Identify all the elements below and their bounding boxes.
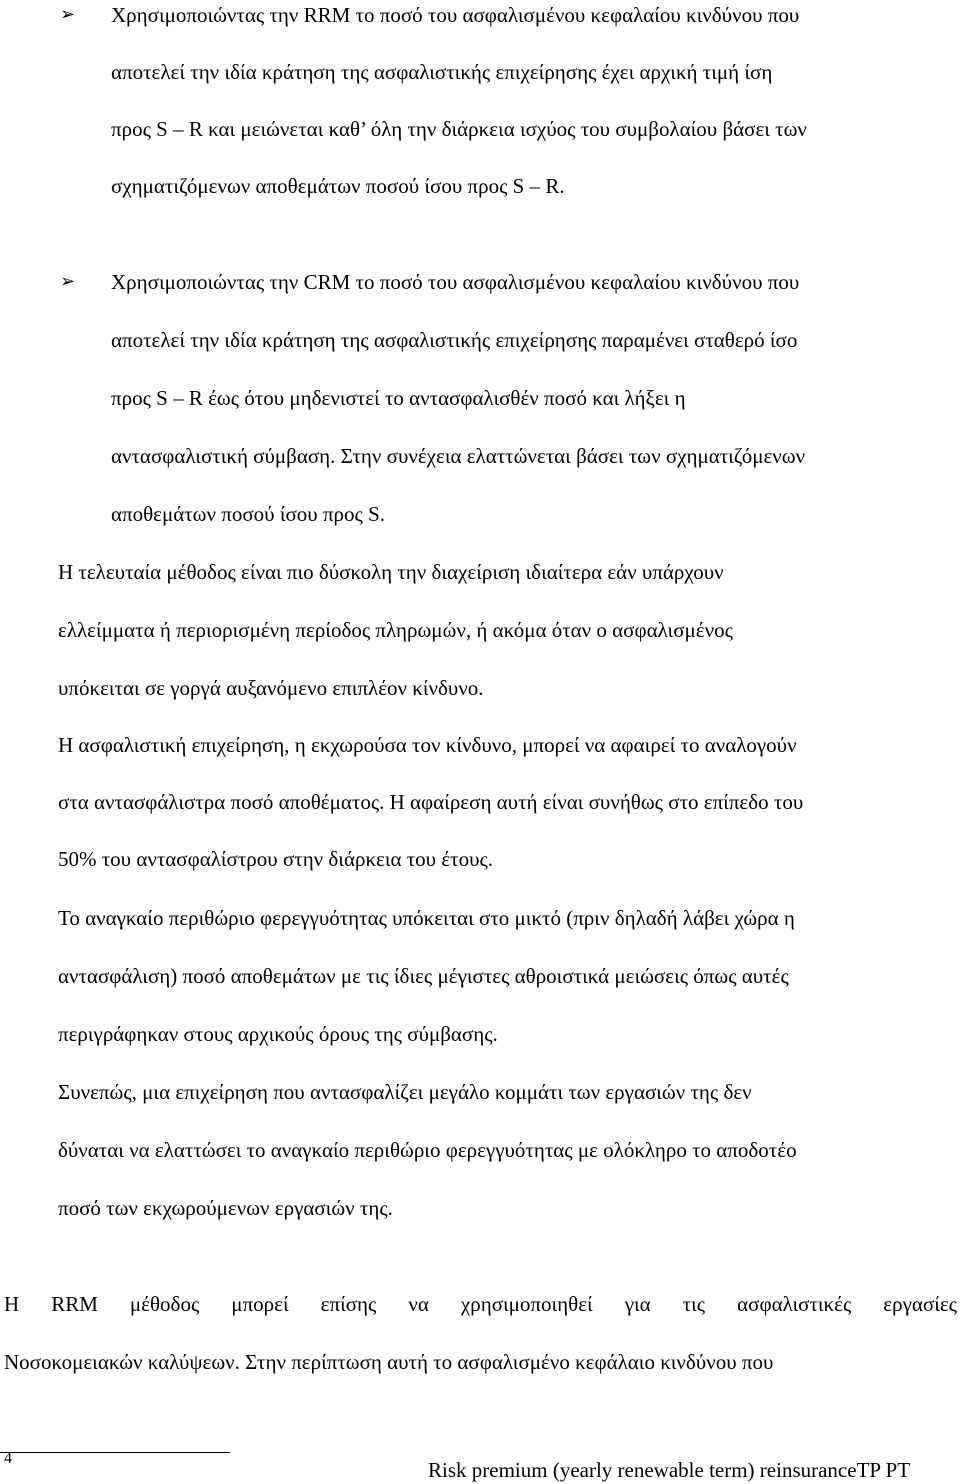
paragraph-line: ελλείμματα ή περιορισμένη περίοδος πληρωμών, ή ακόμα όταν ο ασφαλισμένος: [58, 618, 733, 642]
paragraph-line: δύναται να ελαττώσει το αναγκαίο περιθώριο φερεγγυότητας με ολόκληρο το αποδοτέο: [58, 1138, 797, 1162]
bullet-line: αντασφαλιστική σύμβαση. Στην συνέχεια ελαττώνεται βάσει των σχηματιζόμενων: [111, 444, 806, 468]
footnote-divider: [0, 1452, 230, 1453]
paragraph-line: 50% του αντασφαλίστρου στην διάρκεια του έτους.: [58, 847, 494, 871]
paragraph-line: στα αντασφάλιστρα ποσό αποθέματος. Η αφαίρεση αυτή είναι συνήθως στο επίπεδο του: [58, 790, 804, 814]
paragraph-line: αντασφάλιση) ποσό αποθεμάτων με τις ίδιες μέγιστες αθροιστικά μειώσεις όπως αυτές: [58, 964, 789, 988]
arrow-bullet-icon: ➢: [60, 4, 76, 25]
paragraph-line: Το αναγκαίο περιθώριο φερεγγυότητας υπόκειται στο μικτό (πριν δηλαδή λάβει χώρα η: [58, 906, 795, 930]
bullet-line: προς S – R έως ότου μηδενιστεί το αντασφαλισθέν ποσό και λήξει η: [111, 386, 686, 410]
paragraph-line: περιγράφηκαν στους αρχικούς όρους της σύμβασης.: [58, 1022, 498, 1046]
paragraph-line: Νοσοκομειακών καλύψεων. Στην περίπτωση αυτή το ασφαλισμένο κεφάλαιο κινδύνου που: [4, 1350, 774, 1374]
footnote-number: 4: [4, 1450, 12, 1467]
bullet-line: αποτελεί την ιδία κράτηση της ασφαλιστικής επιχείρησης έχει αρχική τιμή ίση: [111, 60, 773, 84]
bullet-line: Χρησιμοποιώντας την RRM το ποσό του ασφαλισμένου κεφαλαίου κινδύνου που: [111, 3, 800, 27]
bullet-line: Χρησιμοποιώντας την CRM το ποσό του ασφαλισμένου κεφαλαίου κινδύνου που: [111, 270, 800, 294]
bullet-line: αποθεμάτων ποσού ίσου προς S.: [111, 502, 386, 526]
bullet-line: σχηματιζόμενων αποθεμάτων ποσού ίσου προς S – R.: [111, 174, 565, 198]
paragraph-line: Η τελευταία μέθοδος είναι πιο δύσκολη την διαχείριση ιδιαίτερα εάν υπάρχουν: [58, 560, 724, 584]
paragraph-line: υπόκειται σε γοργά αυξανόμενο επιπλέον κίνδυνο.: [58, 676, 484, 700]
footnote-text: Risk premium (yearly renewable term) reinsuranceTP PT: [428, 1458, 911, 1482]
paragraph-line: Η RRM μέθοδος μπορεί επίσης να χρησιμοποιηθεί για τις ασφαλιστικές εργασίες: [4, 1292, 957, 1316]
paragraph-line: Συνεπώς, μια επιχείρηση που αντασφαλίζει μεγάλο κομμάτι των εργασιών της δεν: [58, 1080, 752, 1104]
bullet-line: αποτελεί την ιδία κράτηση της ασφαλιστικής επιχείρησης παραμένει σταθερό ίσο: [111, 328, 798, 352]
bullet-line: προς S – R και μειώνεται καθ’ όλη την διάρκεια ισχύος του συμβολαίου βάσει των: [111, 117, 807, 141]
paragraph-line: Η ασφαλιστική επιχείρηση, η εκχωρούσα τον κίνδυνο, μπορεί να αφαιρεί το αναλογούν: [58, 733, 797, 757]
arrow-bullet-icon: ➢: [60, 271, 76, 292]
paragraph-line: ποσό των εκχωρούμενων εργασιών της.: [58, 1196, 393, 1220]
